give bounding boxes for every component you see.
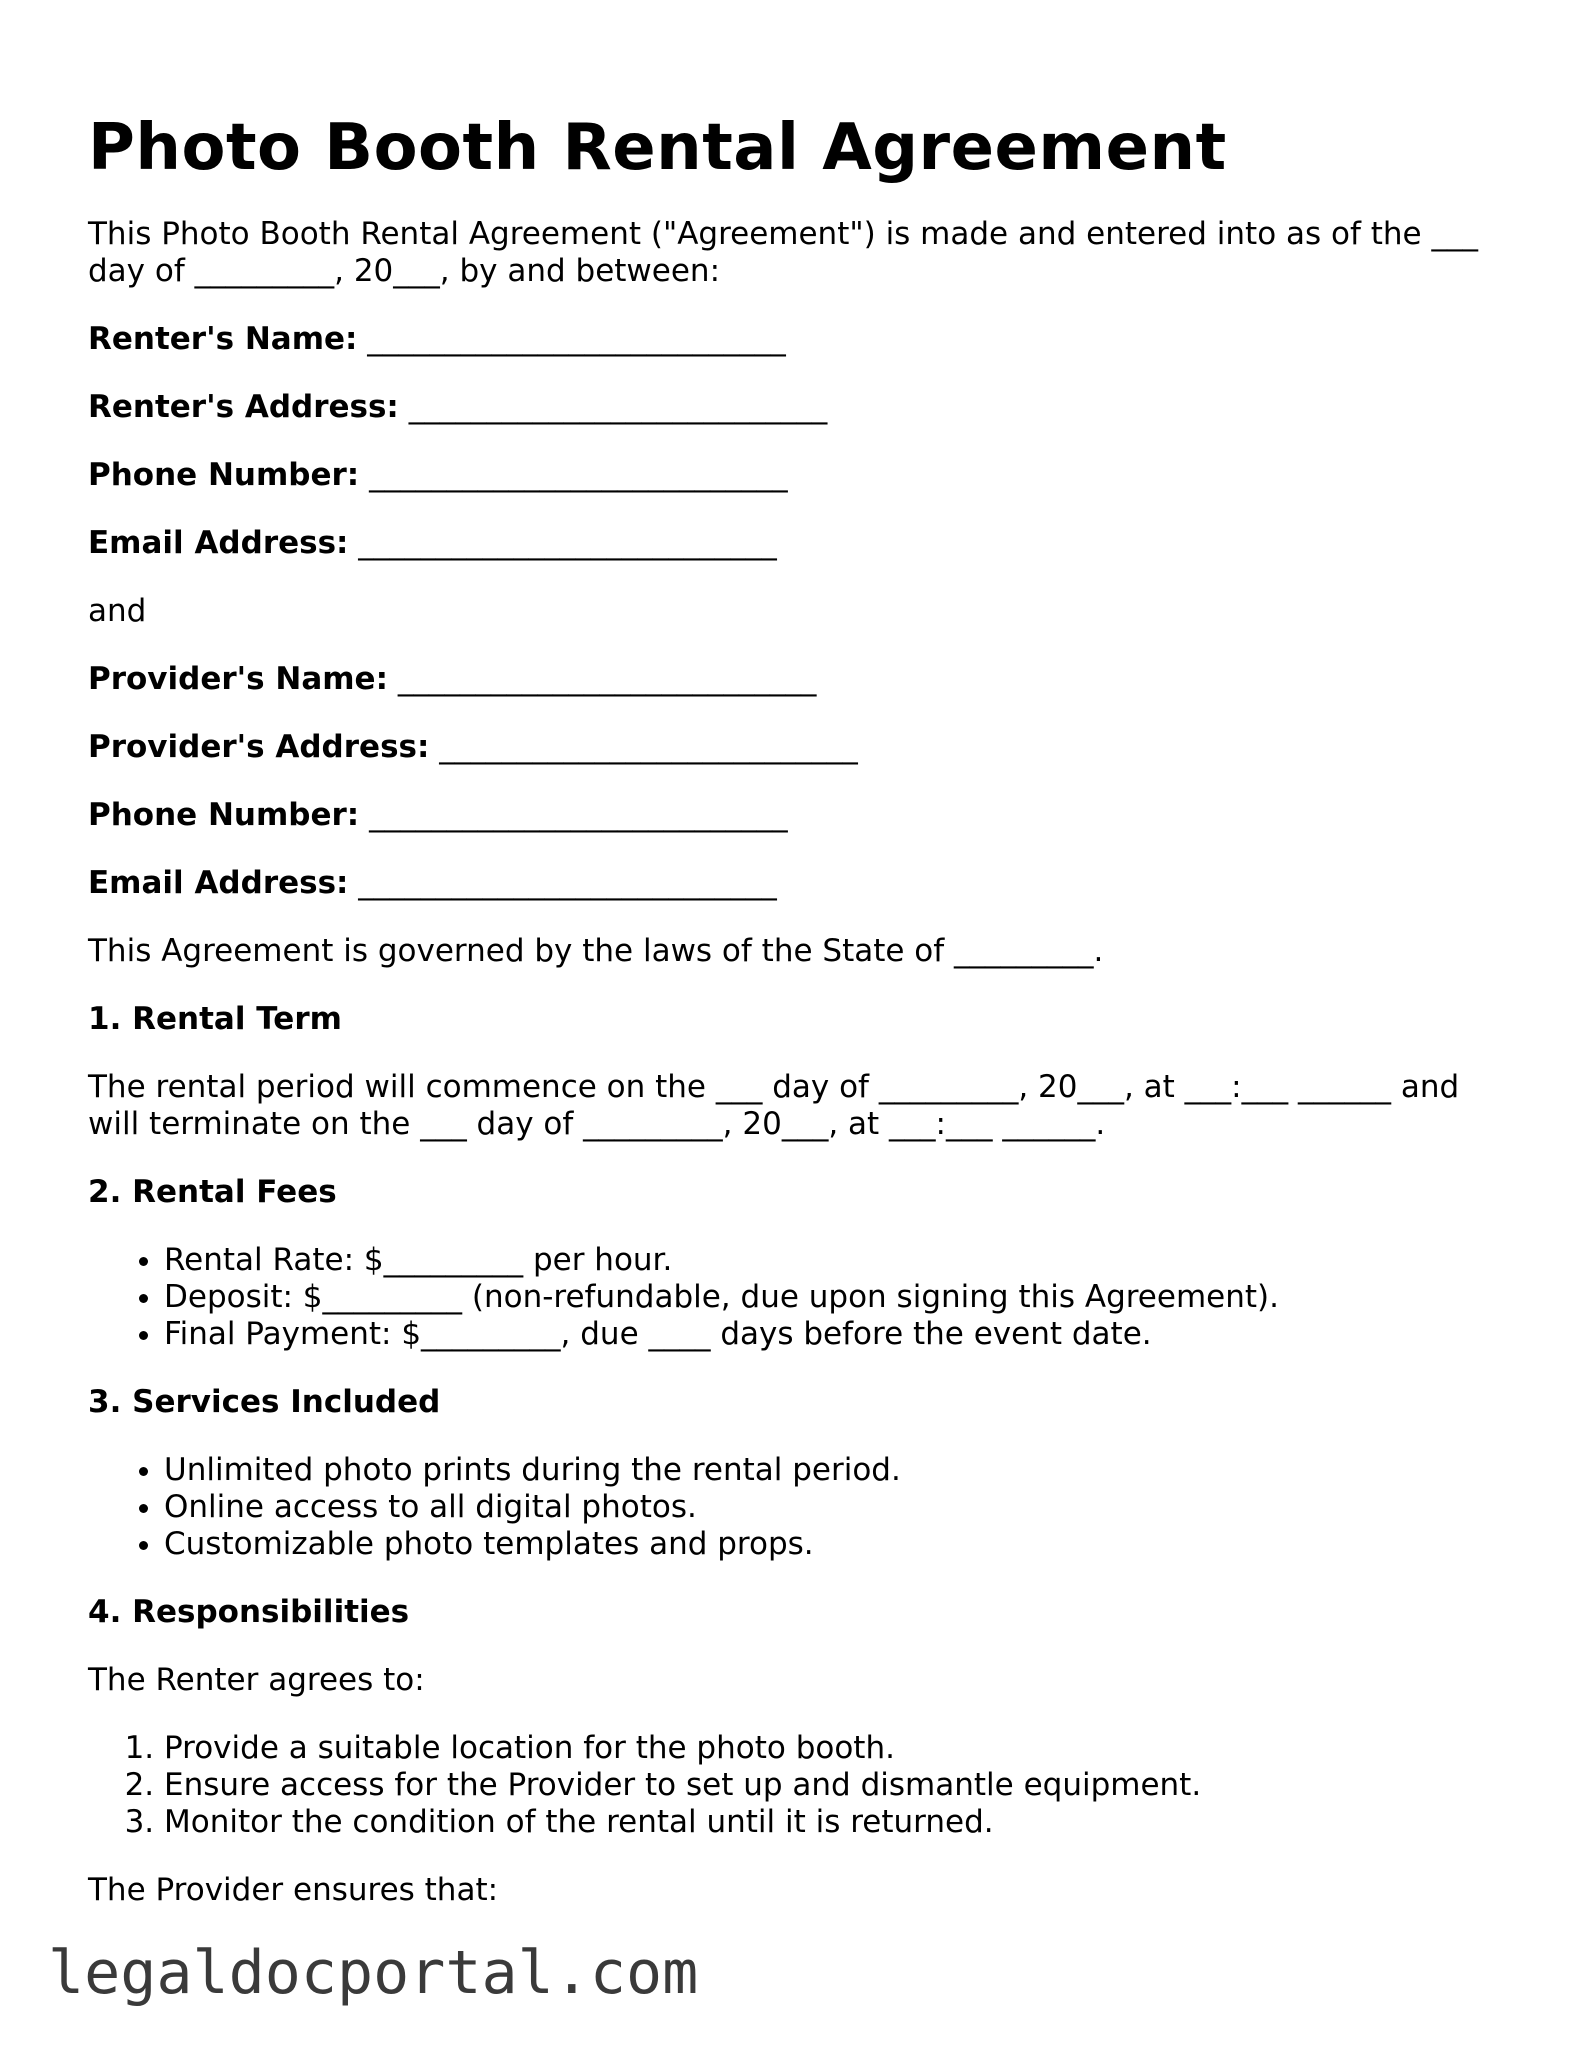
section-services-heading: 3. Services Included (88, 1384, 441, 1420)
renter-responsibilities-list (88, 1730, 1508, 1841)
provider-address-label: Provider's Address: (88, 729, 430, 765)
provider-name-field (88, 661, 1508, 698)
renter-name-field (88, 321, 1508, 358)
rental-fees-list (88, 1242, 1508, 1353)
provider-name-label: Provider's Name: (88, 661, 388, 697)
renter-name-label: Renter's Name: (88, 321, 358, 357)
renter-address-blank: ___________________________ (408, 389, 828, 425)
section-rental-term-heading: 1. Rental Term (88, 1001, 342, 1037)
list-item: • Unlimited photo prints during the rental period. (164, 1452, 1508, 1489)
provider-email-field (88, 865, 1508, 902)
section-responsibilities-heading: 4. Responsibilities (88, 1594, 410, 1630)
provider-responsibilities-intro: The Provider ensures that: (88, 1872, 499, 1908)
provider-phone-field (88, 797, 1508, 834)
section-rental-fees-heading: 2. Rental Fees (88, 1174, 337, 1210)
list-item: • Final Payment: $_________, due ____ days before the event date. (164, 1316, 1508, 1353)
list-item: 1. Provide a suitable location for the photo booth. (164, 1730, 1508, 1767)
renter-email-blank: ___________________________ (358, 525, 777, 561)
renter-email-field (88, 525, 1508, 562)
section-rental-term-text: The rental period will commence on the ___ day of _________, 20___, at ___:___ ______ and will terminate on the ___ day of _________, 20___, at ___:___ ______. (88, 1069, 1460, 1142)
provider-email-blank: ___________________________ (358, 865, 777, 901)
document-title: Photo Booth Rental Agreement (88, 111, 1227, 185)
document-page (88, 108, 1508, 1940)
services-list (88, 1452, 1508, 1563)
provider-email-label: Email Address: (88, 865, 349, 901)
list-item: • Customizable photo templates and props. (164, 1526, 1508, 1563)
provider-address-blank: ___________________________ (439, 729, 858, 765)
renter-email-label: Email Address: (88, 525, 349, 561)
intro-paragraph: This Photo Booth Rental Agreement ("Agreement") is made and entered into as of the ___ day of _________, 20___, by and between: (88, 216, 1478, 289)
and-text: and (88, 593, 147, 629)
renter-name-blank: ___________________________ (367, 321, 786, 357)
provider-phone-label: Phone Number: (88, 797, 360, 833)
list-item: • Deposit: $_________ (non-refundable, due upon signing this Agreement). (164, 1279, 1508, 1316)
list-item: • Rental Rate: $_________ per hour. (164, 1242, 1508, 1279)
watermark-text: legaldocportal.com (48, 1938, 699, 2008)
renter-phone-blank: ___________________________ (369, 457, 788, 493)
governing-law-paragraph: This Agreement is governed by the laws of the State of _________. (88, 933, 1104, 969)
renter-phone-field (88, 457, 1508, 494)
list-item: 3. Monitor the condition of the rental until it is returned. (164, 1804, 1508, 1841)
provider-address-field (88, 729, 1508, 766)
renter-phone-label: Phone Number: (88, 457, 360, 493)
renter-address-label: Renter's Address: (88, 389, 399, 425)
list-item: • Online access to all digital photos. (164, 1489, 1508, 1526)
renter-responsibilities-intro: The Renter agrees to: (88, 1662, 425, 1698)
renter-address-field (88, 389, 1508, 426)
list-item: 2. Ensure access for the Provider to set up and dismantle equipment. (164, 1767, 1508, 1804)
provider-phone-blank: ___________________________ (369, 797, 788, 833)
provider-name-blank: ___________________________ (397, 661, 817, 697)
